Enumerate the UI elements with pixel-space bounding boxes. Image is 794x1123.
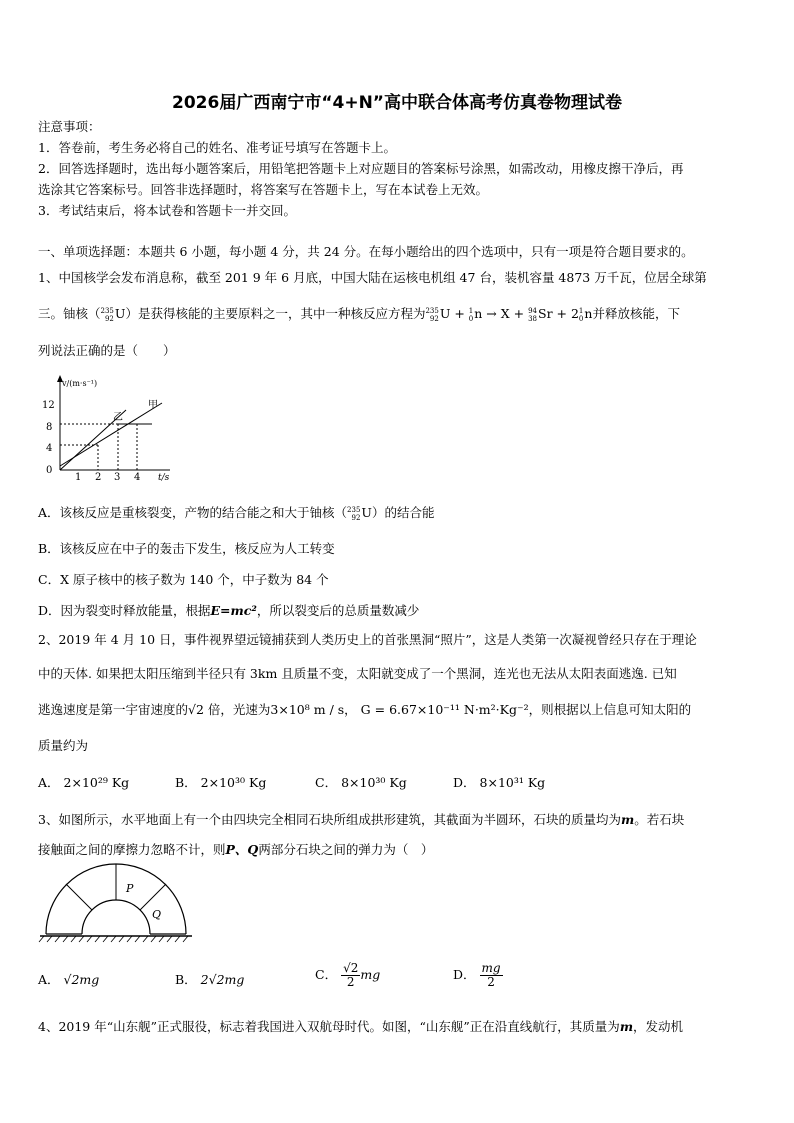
q2-option-c — [315, 775, 407, 791]
q1-option-d-tail: ，所以裂变后的总质量数减少 — [256, 603, 420, 618]
q1-option-a — [38, 505, 434, 522]
q2-sqrt: √2 — [188, 702, 204, 717]
notice-item-1: 1．答卷前，考生务必将自己的姓名、准考证号填写在答题卡上。 — [38, 140, 396, 155]
q2-option-c-label: C． — [315, 775, 338, 790]
page-title: 2026届广西南宁市“4+N”高中联合体高考仿真卷物理试卷 — [172, 93, 622, 113]
q2-option-a-label: A． — [38, 775, 60, 790]
q1-line2-end: 并释放核能，下 — [592, 306, 680, 321]
arch-figure — [36, 862, 196, 944]
q4-line1 — [38, 1019, 683, 1035]
joint-1 — [66, 884, 92, 910]
q2-line4: 质量约为 — [38, 738, 89, 753]
eq-n2-symbol: n — [584, 306, 593, 321]
optA-u-symbol: U — [361, 505, 372, 520]
label-q: Q — [152, 908, 162, 921]
q2-line3-a: 逃逸速度是第一宇宙速度的 — [38, 702, 189, 717]
q2-option-a-value: 2×10²⁹ Kg — [63, 775, 130, 790]
q3-line2-a: 接触面之间的摩擦力忽略不计，则 — [38, 842, 226, 857]
q1-line3: 列说法正确的是（ ） — [38, 343, 176, 358]
q2-gravity-constant: G = 6.67×10⁻¹¹ N·m²·Kg⁻² — [360, 702, 529, 717]
q3-option-c-label: C． — [315, 967, 338, 982]
q3-option-c-fraction — [341, 962, 360, 989]
q3-line1-b: 。若石块 — [634, 812, 685, 827]
label-p: P — [126, 882, 134, 895]
u-mass-number: 235 — [100, 306, 114, 315]
eq-n2-z: 0 — [578, 314, 584, 323]
q3-line2 — [38, 842, 433, 858]
q2-option-b-value: 2×10³⁰ Kg — [200, 775, 267, 790]
q3-line1 — [38, 812, 684, 828]
eq-coef: 2 — [570, 306, 579, 321]
q3-option-c — [315, 962, 380, 989]
y-tick-0: 0 — [46, 465, 53, 476]
ground-hatching — [39, 936, 188, 942]
joint-3 — [140, 884, 166, 910]
q1-option-a-text: A．该核反应是重核裂变，产物的结合能之和大于铀核（ — [38, 505, 348, 520]
q4-line1-b: ，发动机 — [633, 1019, 684, 1034]
label-yi: 乙 — [113, 412, 123, 423]
y-tick-12: 12 — [42, 400, 55, 411]
eq-sr-z: 38 — [528, 314, 537, 323]
y-tick-4: 4 — [46, 443, 53, 454]
q3-line2-b: 两部分石块之间的弹力为（ ） — [258, 842, 434, 857]
q3-option-d-numerator: mg — [481, 961, 501, 975]
eq-u-script — [425, 307, 438, 323]
q1-option-a-tail: ）的结合能 — [371, 505, 435, 520]
q2-option-b — [175, 775, 266, 791]
q3-option-a-value: √2mg — [63, 972, 100, 987]
eq-x-symbol: X — [500, 306, 510, 321]
q2-light-speed: 3×10⁸ m / s — [270, 702, 345, 717]
optA-u-mass: 235 — [347, 505, 361, 514]
q4-mass-symbol: m — [619, 1019, 634, 1034]
q3-mass-symbol: m — [620, 812, 635, 827]
q3-option-b — [175, 972, 244, 988]
q2-line2: 中的天体. 如果把太阳压缩到半径只有 3km 且质量不变，太阳就变成了一个黑洞，连光也无法从太阳表面逃逸. 已知 — [38, 666, 677, 681]
q3-option-c-tail: mg — [360, 967, 381, 982]
q2-line3-b: 倍，光速为 — [203, 702, 271, 717]
section-heading: 一、单项选择题：本题共 6 小题，每小题 4 分，共 24 分。在每小题给出的四个选项中，只有一项是符合题目要求的。 — [38, 244, 694, 259]
q1-option-b: B．该核反应在中子的轰击下发生，核反应为人工转变 — [38, 541, 335, 556]
q1-line2: 三。铀核（235 92U）是获得核能的主要原料之一，其中一种核反应方程为235 92U + 1 0n → X + 94 38Sr + 21 0n并释放核能，下 — [38, 306, 680, 323]
notice-item-3: 3．考试结束后，将本试卷和答题卡一并交回。 — [38, 203, 296, 218]
q1-option-d-text: D．因为裂变时释放能量，根据 — [38, 603, 211, 618]
q3-option-b-label: B． — [175, 972, 197, 987]
q3-option-c-numerator: √2 — [343, 961, 359, 975]
q2-option-a — [38, 775, 129, 791]
eq-sr-mass: 94 — [528, 306, 537, 315]
q1-line1: 1、中国核学会发布消息称，截至 201 9 年 6 月底，中国大陆在运核电机组 47 台，装机容量 4873 万千瓦，位居全球第 — [38, 270, 707, 285]
q3-option-d-label: D． — [453, 967, 476, 982]
optA-u-script — [347, 506, 360, 522]
optA-u-z: 92 — [351, 513, 361, 522]
x-axis-label: t/s — [158, 473, 170, 482]
eq-n-z: 0 — [468, 314, 474, 323]
q1-option-d — [38, 603, 419, 619]
u-nuclide-script — [101, 307, 114, 323]
x-tick-2: 2 — [95, 472, 102, 482]
q2-option-c-value: 8×10³⁰ Kg — [341, 775, 407, 790]
y-tick-8: 8 — [46, 422, 53, 433]
vt-graph — [34, 372, 174, 482]
q3-pq-symbols: P、Q — [225, 842, 259, 857]
eq-u-z: 92 — [429, 314, 439, 323]
notice-heading: 注意事项： — [38, 119, 101, 134]
eq-sr-symbol: Sr — [538, 306, 553, 321]
label-jia: 甲 — [148, 400, 158, 411]
q4-line1-a: 4、2019 年“山东舰”正式服役，标志着我国进入双航母时代。如图，“山东舰”正在沿直线航行，其质量为 — [38, 1019, 620, 1034]
x-tick-4: 4 — [134, 472, 141, 482]
arch-inner — [82, 900, 150, 934]
q2-line3 — [38, 702, 691, 718]
q2-line1: 2、2019 年 4 月 10 日，事件视界望远镜捕获到人类历史上的首张黑洞“照片”，这是人类第一次凝视曾经只存在于理论 — [38, 632, 697, 647]
q3-option-d-denominator: 2 — [487, 975, 495, 989]
x-tick-1: 1 — [75, 472, 82, 482]
line-jia — [60, 403, 162, 466]
q3-option-c-denominator: 2 — [346, 975, 355, 989]
q3-option-b-value: 2√2mg — [200, 972, 245, 987]
q1-option-d-formula: E=mc² — [210, 603, 257, 618]
eq-n2-mass: 1 — [578, 306, 584, 315]
eq-n2-script — [579, 307, 583, 323]
y-axis-label: v/(m·s⁻¹) — [62, 379, 98, 388]
q1-option-c: C．X 原子核中的核子数为 140 个，中子数为 84 个 — [38, 572, 329, 587]
q1-line2-start: 三。铀核（ — [38, 306, 101, 321]
q2-option-b-label: B． — [175, 775, 197, 790]
q3-option-a-label: A． — [38, 972, 60, 987]
u-atomic-number: 92 — [104, 314, 114, 323]
u-symbol: U — [114, 306, 126, 321]
q1-line2-mid: ）是获得核能的主要原料之一，其中一种核反应方程为 — [125, 306, 426, 321]
q3-option-d-fraction — [480, 962, 503, 989]
q2-line3-f: ，则根据以上信息可知太阳的 — [528, 702, 692, 717]
q2-option-d-label: D． — [453, 775, 476, 790]
q3-option-d — [453, 962, 503, 989]
eq-n-script — [469, 307, 473, 323]
q3-option-a — [38, 972, 99, 988]
q2-comma: ， — [344, 702, 357, 717]
eq-u-mass: 235 — [425, 306, 439, 315]
eq-n-symbol: n — [474, 306, 483, 321]
q2-option-d — [453, 775, 545, 791]
eq-sr-script — [528, 307, 537, 323]
notice-item-2-cont: 选涂其它答案标号。回答非选择题时，将答案写在答题卡上，写在本试卷上无效。 — [38, 182, 489, 197]
eq-n-mass: 1 — [468, 306, 474, 315]
notice-item-2: 2．回答选择题时，选出每小题答案后，用铅笔把答题卡上对应题目的答案标号涂黑，如需改动，用橡皮擦干净后，再 — [38, 161, 684, 176]
x-tick-3: 3 — [114, 472, 121, 482]
eq-u-symbol: U — [439, 306, 451, 321]
q2-option-d-value: 8×10³¹ Kg — [479, 775, 546, 790]
q3-line1-a: 3、如图所示，水平地面上有一个由四块完全相同石块所组成拱形建筑，其截面为半圆环，石块的质量均为 — [38, 812, 621, 827]
